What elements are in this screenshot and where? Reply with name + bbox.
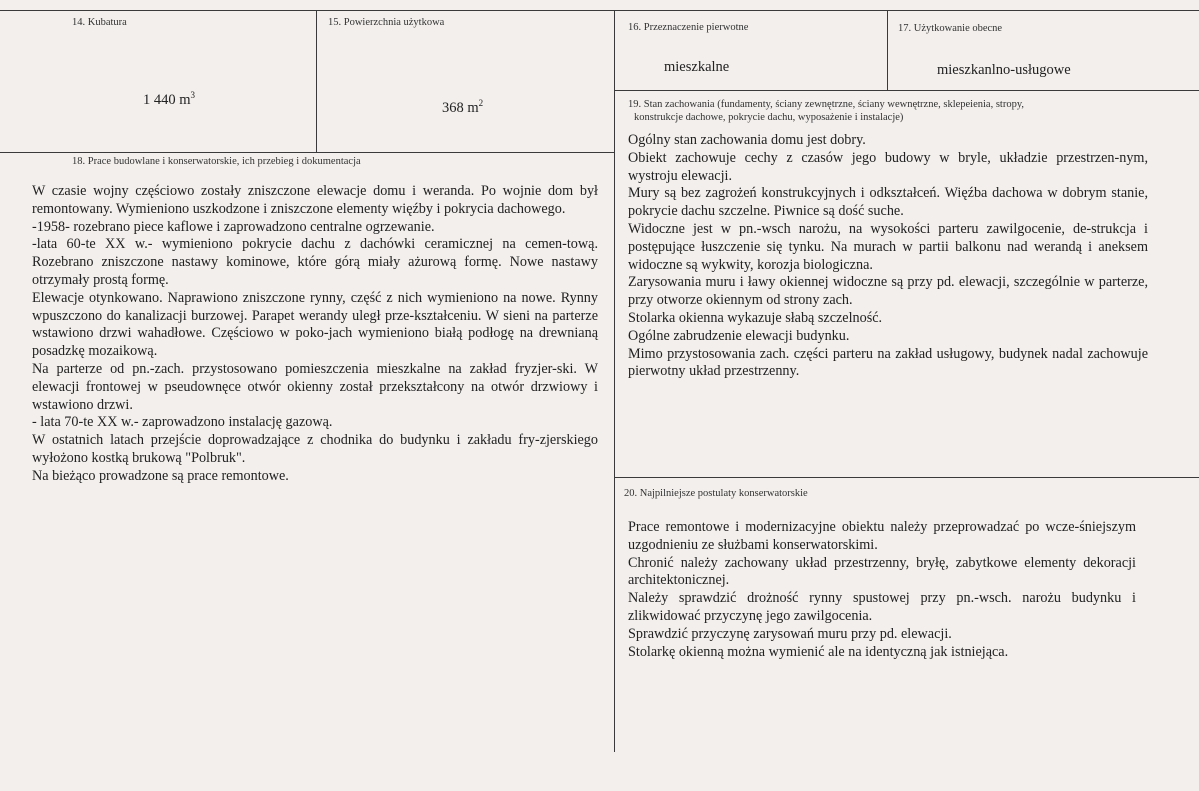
przeznaczenie-label: 16. Przeznaczenie pierwotne [628,22,749,33]
stan-zachowania-label [628,98,1024,124]
prace-budowlane-label: 18. Prace budowlane i konserwatorskie, ich przebieg i dokumentacja [72,156,361,167]
text-line: Należy sprawdzić drożność rynny spustowej przy pn.-wsch. narożu budynku i zlikwidować przyczynę jego zawilgocenia. [628,590,1136,624]
divider-19-20 [614,477,1199,478]
text-line: -lata 60-te XX w.- wymieniono pokrycie dachu z dachówki ceramicznej na cemen-tową. Rozebrano zniszczone nastawy kominowe, które górą miały ażurową formę. Nowe nastawy otrzymały prostą formę. [32,236,598,288]
kubatura-number: 1 440 m [143,92,191,108]
text-line: - lata 70-te XX w.- zaprowadzono instalację gazową. [32,414,333,431]
divider-left-row [0,152,615,153]
powierzchnia-label: 15. Powierzchnia użytkowa [328,17,445,28]
divider-top-right [614,90,1199,91]
text-line: Prace remontowe i modernizacyjne obiektu należy przeprowadzać po wcze-śniejszym uzgodnieniu ze służbami konserwatorskimi. [628,519,1136,553]
kubatura-value [143,92,195,109]
divider-14-15 [316,10,317,153]
text-line: Na parterze od pn.-zach. przystosowano pomieszczenia mieszkalne na zakład fryzjer-ski. W elewacji frontowej w pseudownęce otwór okienny został przekształcony na otwór drzwiowy i wstawiono drzwi. [32,360,598,413]
text-line: Sprawdzić przyczynę zarysowań muru przy pd. elewacji. [628,625,952,642]
text-line: Chronić należy zachowany układ przestrzenny, bryłę, zabytkowe elementy dekoracji architektonicznej. [628,554,1136,589]
powierzchnia-value [442,100,483,117]
text-line: Widoczne jest w pn.-wsch narożu, na wysokości parteru zawilgocenie, de-strukcja i postępujące łuszczenie się tynku. Na murach w partii balkonu nad werandą i aneksem widoczne są wykwity, korozja biologiczna. [628,220,1148,273]
prace-budowlane-text [32,183,598,486]
stan-zachowania-label-line2: konstrukcje dachowe, pokrycie dachu, wyposażenie i instalacje) [634,112,904,123]
stan-zachowania-text [628,132,1148,381]
top-border [0,10,1199,11]
text-line: Ogólny stan zachowania domu jest dobry. [628,132,866,148]
uzytkowanie-label: 17. Użytkowanie obecne [898,23,1003,34]
text-line: W czasie wojny częściowo zostały zniszczone elewacje domu i weranda. Po wojnie dom był remontowany. Wymieniono uszkodzone i zniszczone elementy więźby i pokrycia dachowego. [32,183,598,217]
kubatura-unit-exponent: 3 [190,90,196,101]
powierzchnia-unit-exponent: 2 [478,98,484,109]
text-line: Obiekt zachowuje cechy z czasów jego budowy w bryle, układzie przestrzen-nym, wystroju elewacji. [628,149,1148,184]
main-vertical-divider [614,10,615,752]
text-line: Zarysowania muru i ławy okiennej widoczne są przy pd. elewacji, szczególnie w parterze, przy otworze okiennym od strony zach. [628,274,1148,309]
kubatura-label: 14. Kubatura [72,17,127,28]
postulaty-label: 20. Najpilniejsze postulaty konserwatorskie [624,488,808,499]
text-line: Stolarkę okienną można wymienić ale na identyczną jak istniejąca. [628,643,1009,660]
text-line: W ostatnich latach przejście doprowadzające z chodnika do budynku i zakładu fry-zjerskiego wyłożono kostką brukową "Polbruk". [32,432,598,466]
postulaty-text [628,519,1136,661]
text-line: Mury są bez zagrożeń konstrukcyjnych i odkształceń. Więźba dachowa w dobrym stanie, pokrycie dachu szczelne. Piwnice są dość suche. [628,185,1148,220]
text-line: Ogólne zabrudzenie elewacji budynku. [628,327,850,344]
powierzchnia-number: 368 m [442,100,479,116]
text-line: Mimo przystosowania zach. części parteru na zakład usługowy, budynek nadal zachowuje pierwotny układ przestrzenny. [628,345,1148,380]
uzytkowanie-value: mieszkanlno-usługowe [937,62,1071,78]
text-line: Na bieżąco prowadzone są prace remontowe. [32,467,289,484]
divider-16-17 [887,10,888,90]
text-line: Elewacje otynkowano. Naprawiono zniszczone rynny, część z nich wymieniono na nowe. Rynny wpuszczono do kanalizacji burzowej. Parapet werandy uległ prze-kształceniu. W sieni na parterze wstawiono drzwi wahadłowe. Częściowo w poko-jach wymieniono białą podłogę na drewnianą posadzkę mozaikową. [32,289,598,360]
text-line: -1958- rozebrano piece kaflowe i zaprowadzono centralne ogrzewanie. [32,218,435,235]
stan-zachowania-label-line1: 19. Stan zachowania (fundamenty, ściany zewnętrzne, ściany wewnętrzne, sklepeienia, stropy, [628,99,1025,110]
text-line: Stolarka okienna wykazuje słabą szczelność. [628,309,883,326]
przeznaczenie-value: mieszkalne [664,59,730,75]
